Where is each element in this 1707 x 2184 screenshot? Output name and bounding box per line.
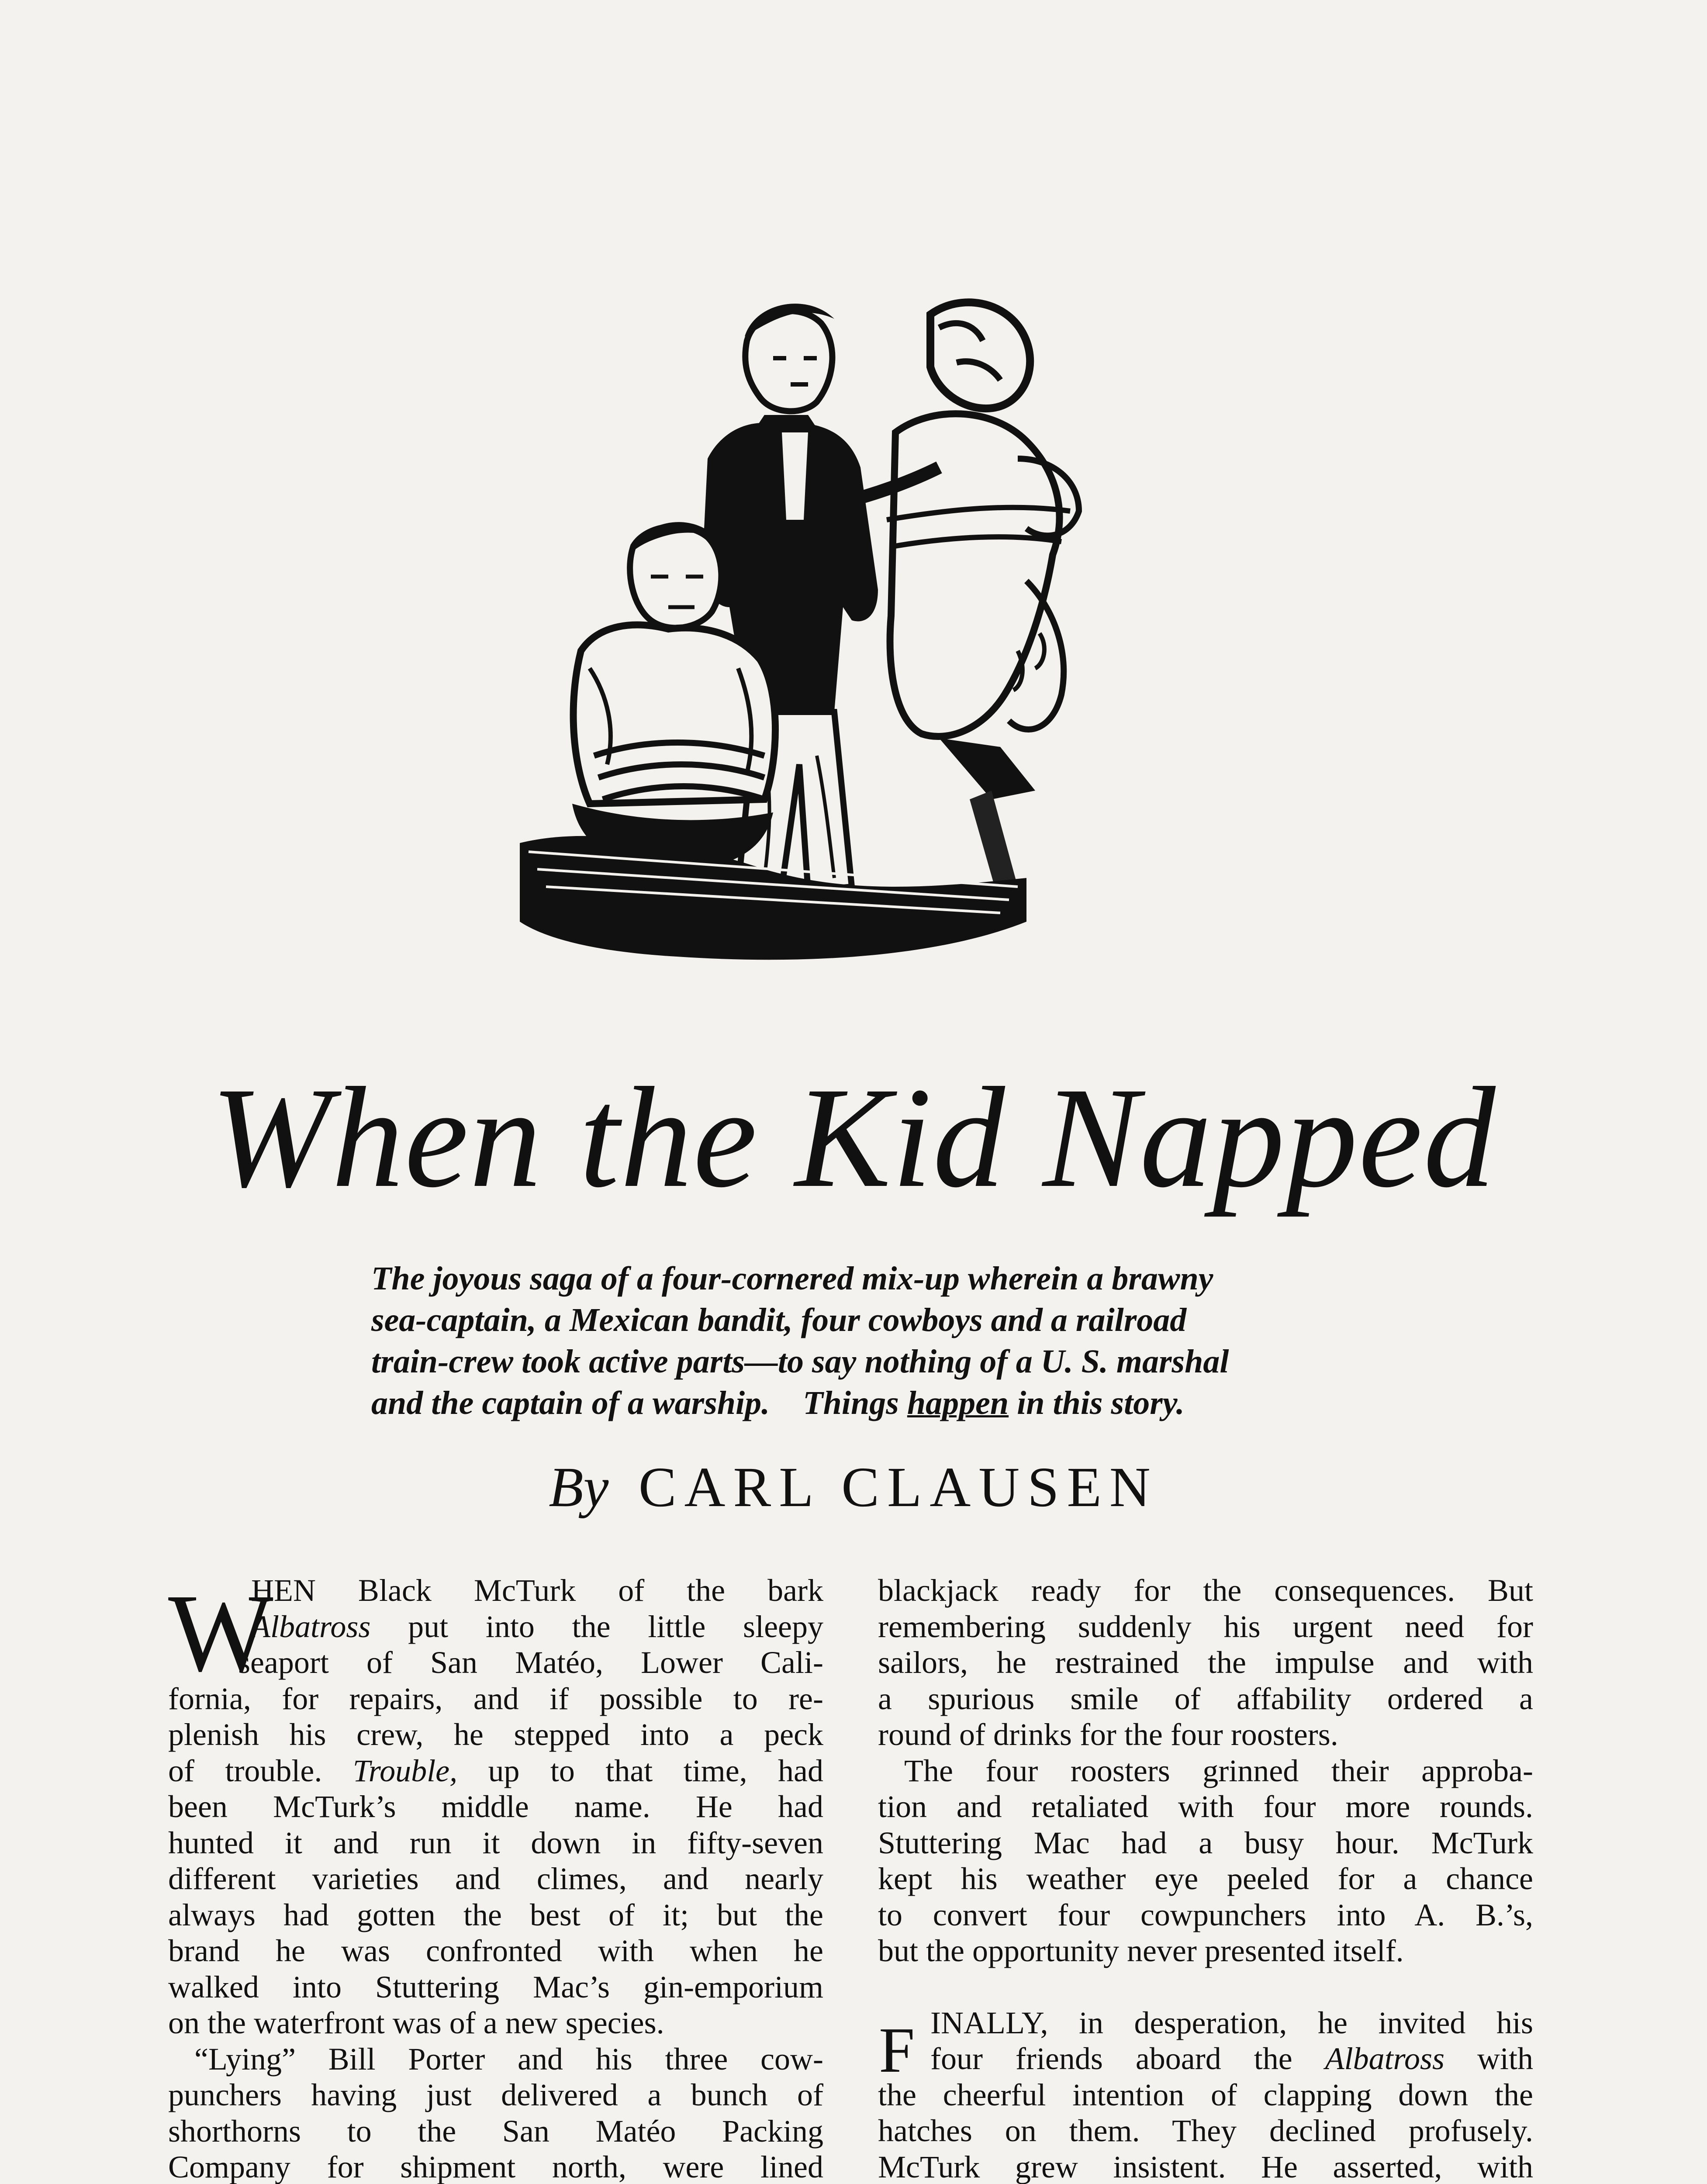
three-men-illustration — [502, 275, 1192, 1009]
text-line: Albatross put into the little sleepy — [251, 1609, 823, 1644]
subtitle-underlined-word: happen — [907, 1385, 1009, 1421]
subtitle-line: train-crew took active parts—to say nothing of a U. S. marshal — [371, 1343, 1229, 1380]
text-line: but the opportunity never presented itself. — [878, 1933, 1404, 1968]
text-line: shorthorns to the San Matéo Packing — [168, 2113, 823, 2149]
text-line: hatches on them. They declined profusely. — [878, 2113, 1533, 2148]
right-text-column — [878, 1572, 1533, 2184]
text-line: plenish his crew, he stepped into a peck — [168, 1717, 823, 1752]
text-line: sailors, he restrained the impulse and with — [878, 1645, 1533, 1680]
section-gap — [878, 1969, 1533, 2005]
text-line: remembering suddenly his urgent need for — [878, 1609, 1533, 1644]
text-line: kept his weather eye peeled for a chance — [878, 1861, 1533, 1896]
ship-name: Albatross — [1325, 2041, 1445, 2076]
text-line: always had gotten the best of it; but the — [168, 1897, 823, 1932]
text-line: different varieties and climes, and nearly — [168, 1861, 823, 1896]
byline-by: By — [549, 1456, 609, 1519]
text-line: been McTurk’s middle name. He had — [168, 1789, 823, 1824]
ship-name: Albatross — [251, 1609, 371, 1644]
emphasis-word: Trouble, — [352, 1753, 458, 1788]
text-line: to convert four cowpunchers into A. B.’s, — [878, 1897, 1533, 1932]
text-line: round of drinks for the four roosters. — [878, 1717, 1338, 1752]
subtitle-line: The joyous saga of a four-cornered mix-up wherein a brawny — [371, 1260, 1213, 1297]
text-line: McTurk grew insistent. He asserted, with — [878, 2149, 1533, 2184]
text-line: on the waterfront was of a new species. — [168, 2005, 664, 2040]
author-name: CARL CLAUSEN — [638, 1456, 1158, 1519]
left-text-column — [168, 1572, 823, 2184]
story-title: When the Kid Napped — [211, 1058, 1496, 1217]
text-line: walked into Stuttering Mac’s gin-emporium — [168, 1969, 823, 2004]
text-line: seaport of San Matéo, Lower Cali- — [238, 1645, 823, 1680]
subtitle-text: and the captain of a warship. — [371, 1385, 770, 1421]
text-line: INALLY, in desperation, he invited his — [930, 2005, 1533, 2040]
bound-man-figure — [887, 302, 1079, 891]
text-line: of trouble. Trouble, up to that time, had — [168, 1753, 824, 1788]
subtitle-line: sea-captain, a Mexican bandit, four cowboys and a railroad — [371, 1302, 1187, 1338]
story-subtitle — [371, 1258, 1354, 1424]
subtitle-text: in this story. — [1017, 1385, 1185, 1421]
drop-cap-w: W — [168, 1572, 273, 1695]
text-line: blackjack ready for the consequences. But — [878, 1573, 1533, 1608]
text-line: four friends aboard the Albatross with — [930, 2041, 1534, 2076]
text-line: tion and retaliated with four more rounds. — [878, 1789, 1533, 1824]
text-line: Stuttering Mac had a busy hour. McTurk — [878, 1825, 1533, 1860]
subtitle-text: Things — [803, 1385, 899, 1421]
text-line: HEN Black McTurk of the bark — [251, 1573, 823, 1608]
drop-cap-f: F — [879, 2015, 915, 2086]
text-line: hunted it and run it down in fifty-seven — [168, 1825, 823, 1860]
text-line: punchers having just delivered a bunch of — [168, 2077, 823, 2112]
byline — [0, 1456, 1707, 1519]
text-line: fornia, for repairs, and if possible to re- — [168, 1681, 823, 1716]
text-line: brand he was confronted with when he — [168, 1933, 823, 1968]
text-line: Company for shipment north, were lined — [168, 2149, 823, 2184]
text-line: a spurious smile of affability ordered a — [878, 1681, 1533, 1716]
text-line: The four roosters grinned their approba- — [904, 1753, 1533, 1788]
subtitle-line — [371, 1382, 1354, 1424]
text-line: “Lying” Bill Porter and his three cow- — [194, 2041, 823, 2077]
text-line: the cheerful intention of clapping down the — [878, 2077, 1533, 2112]
